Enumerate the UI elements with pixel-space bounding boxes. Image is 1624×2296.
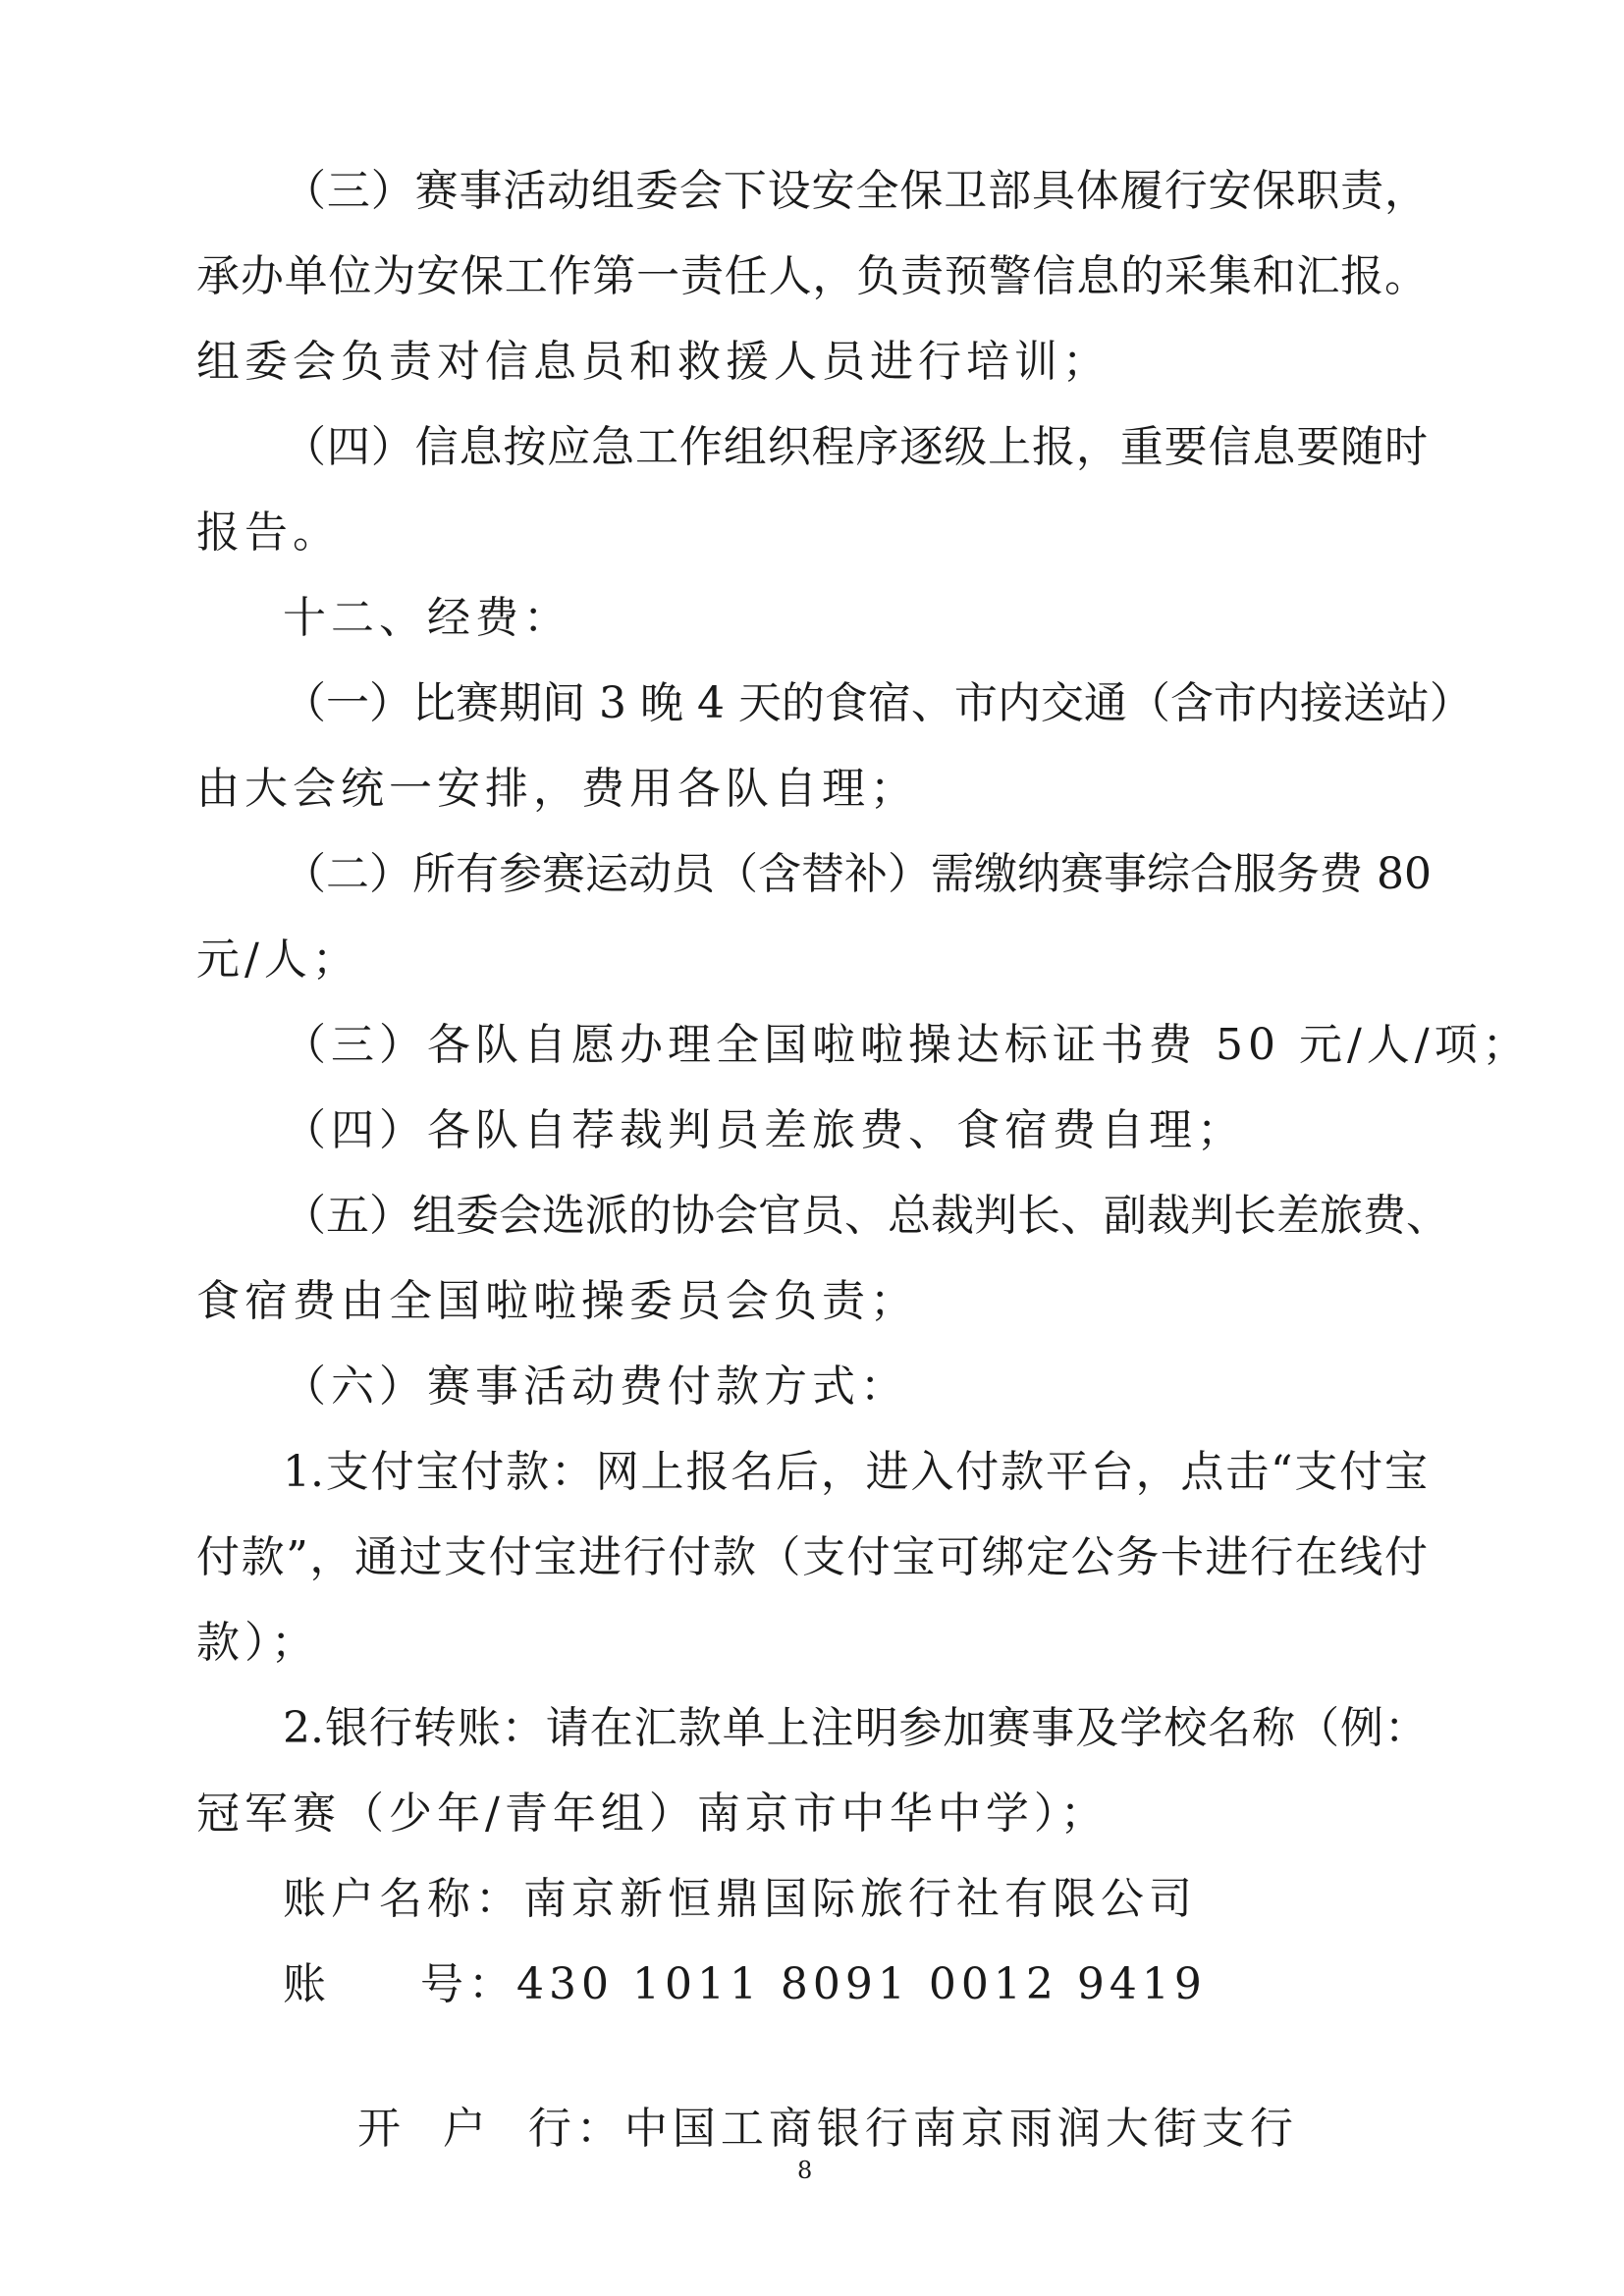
account-number-label-b: 号： <box>420 1959 516 2009</box>
paragraph-line: 报告。 <box>196 507 341 558</box>
account-number-value: 430 1011 8091 0012 9419 <box>516 1959 1207 2009</box>
paragraph-line: 1.支付宝付款：网上报名后，进入付款平台，点击“支付宝 <box>283 1447 1428 1497</box>
account-number-label-a: 账 <box>283 1959 331 2009</box>
paragraph-line: 款）； <box>196 1618 319 1668</box>
paragraph-line: 由大会统一安排，费用各队自理； <box>196 764 918 814</box>
account-name-label: 账户名称： <box>283 1874 523 1924</box>
paragraph-line: 冠军赛（少年/青年组）南京市中华中学）； <box>196 1789 1109 1839</box>
page-number: 8 <box>797 2157 813 2184</box>
account-name-value: 南京新恒鼎国际旅行社有限公司 <box>523 1874 1197 1924</box>
paragraph-line: 元/人； <box>196 934 360 985</box>
paragraph-line: （三）各队自愿办理全国啦啦操达标证书费 50 元/人/项； <box>283 1020 1531 1070</box>
paragraph-line: 付款”，通过支付宝进行付款（支付宝可绑定公务卡进行在线付 <box>196 1532 1428 1582</box>
paragraph-line: 组委会负责对信息员和救援人员进行培训； <box>196 337 1110 387</box>
bank-label: 开 户 行： <box>356 2104 624 2154</box>
paragraph-line: （三）赛事活动组委会下设安全保卫部具体履行安保职责， <box>283 166 1428 216</box>
paragraph-line: （二）所有参赛运动员（含替补）需缴纳赛事综合服务费 80 <box>283 849 1432 899</box>
account-number-row <box>283 1955 1207 2014</box>
paragraph-line: （五）组委会选派的协会官员、总裁判长、副裁判长差旅费、 <box>283 1191 1449 1241</box>
paragraph-line: 承办单位为安保工作第一责任人，负责预警信息的采集和汇报。 <box>196 251 1428 301</box>
section-heading: 十二、经费： <box>283 593 571 643</box>
paragraph-line: （一）比赛期间 3 晚 4 天的食宿、市内交通（含市内接送站） <box>283 678 1473 728</box>
account-name-row <box>283 1870 1197 1929</box>
paragraph-line: 2.银行转账：请在汇款单上注明参加赛事及学校名称（例： <box>283 1703 1428 1753</box>
paragraph-line: （四）信息按应急工作组织程序逐级上报，重要信息要随时 <box>283 422 1428 472</box>
paragraph-line: 食宿费由全国啦啦操委员会负责； <box>196 1276 918 1326</box>
paragraph-line: （四）各队自荐裁判员差旅费、食宿费自理； <box>283 1105 1245 1155</box>
bank-row <box>283 2041 1298 2154</box>
bank-value: 中国工商银行南京雨润大街支行 <box>623 2104 1298 2154</box>
paragraph-line: （六）赛事活动费付款方式： <box>283 1362 908 1412</box>
